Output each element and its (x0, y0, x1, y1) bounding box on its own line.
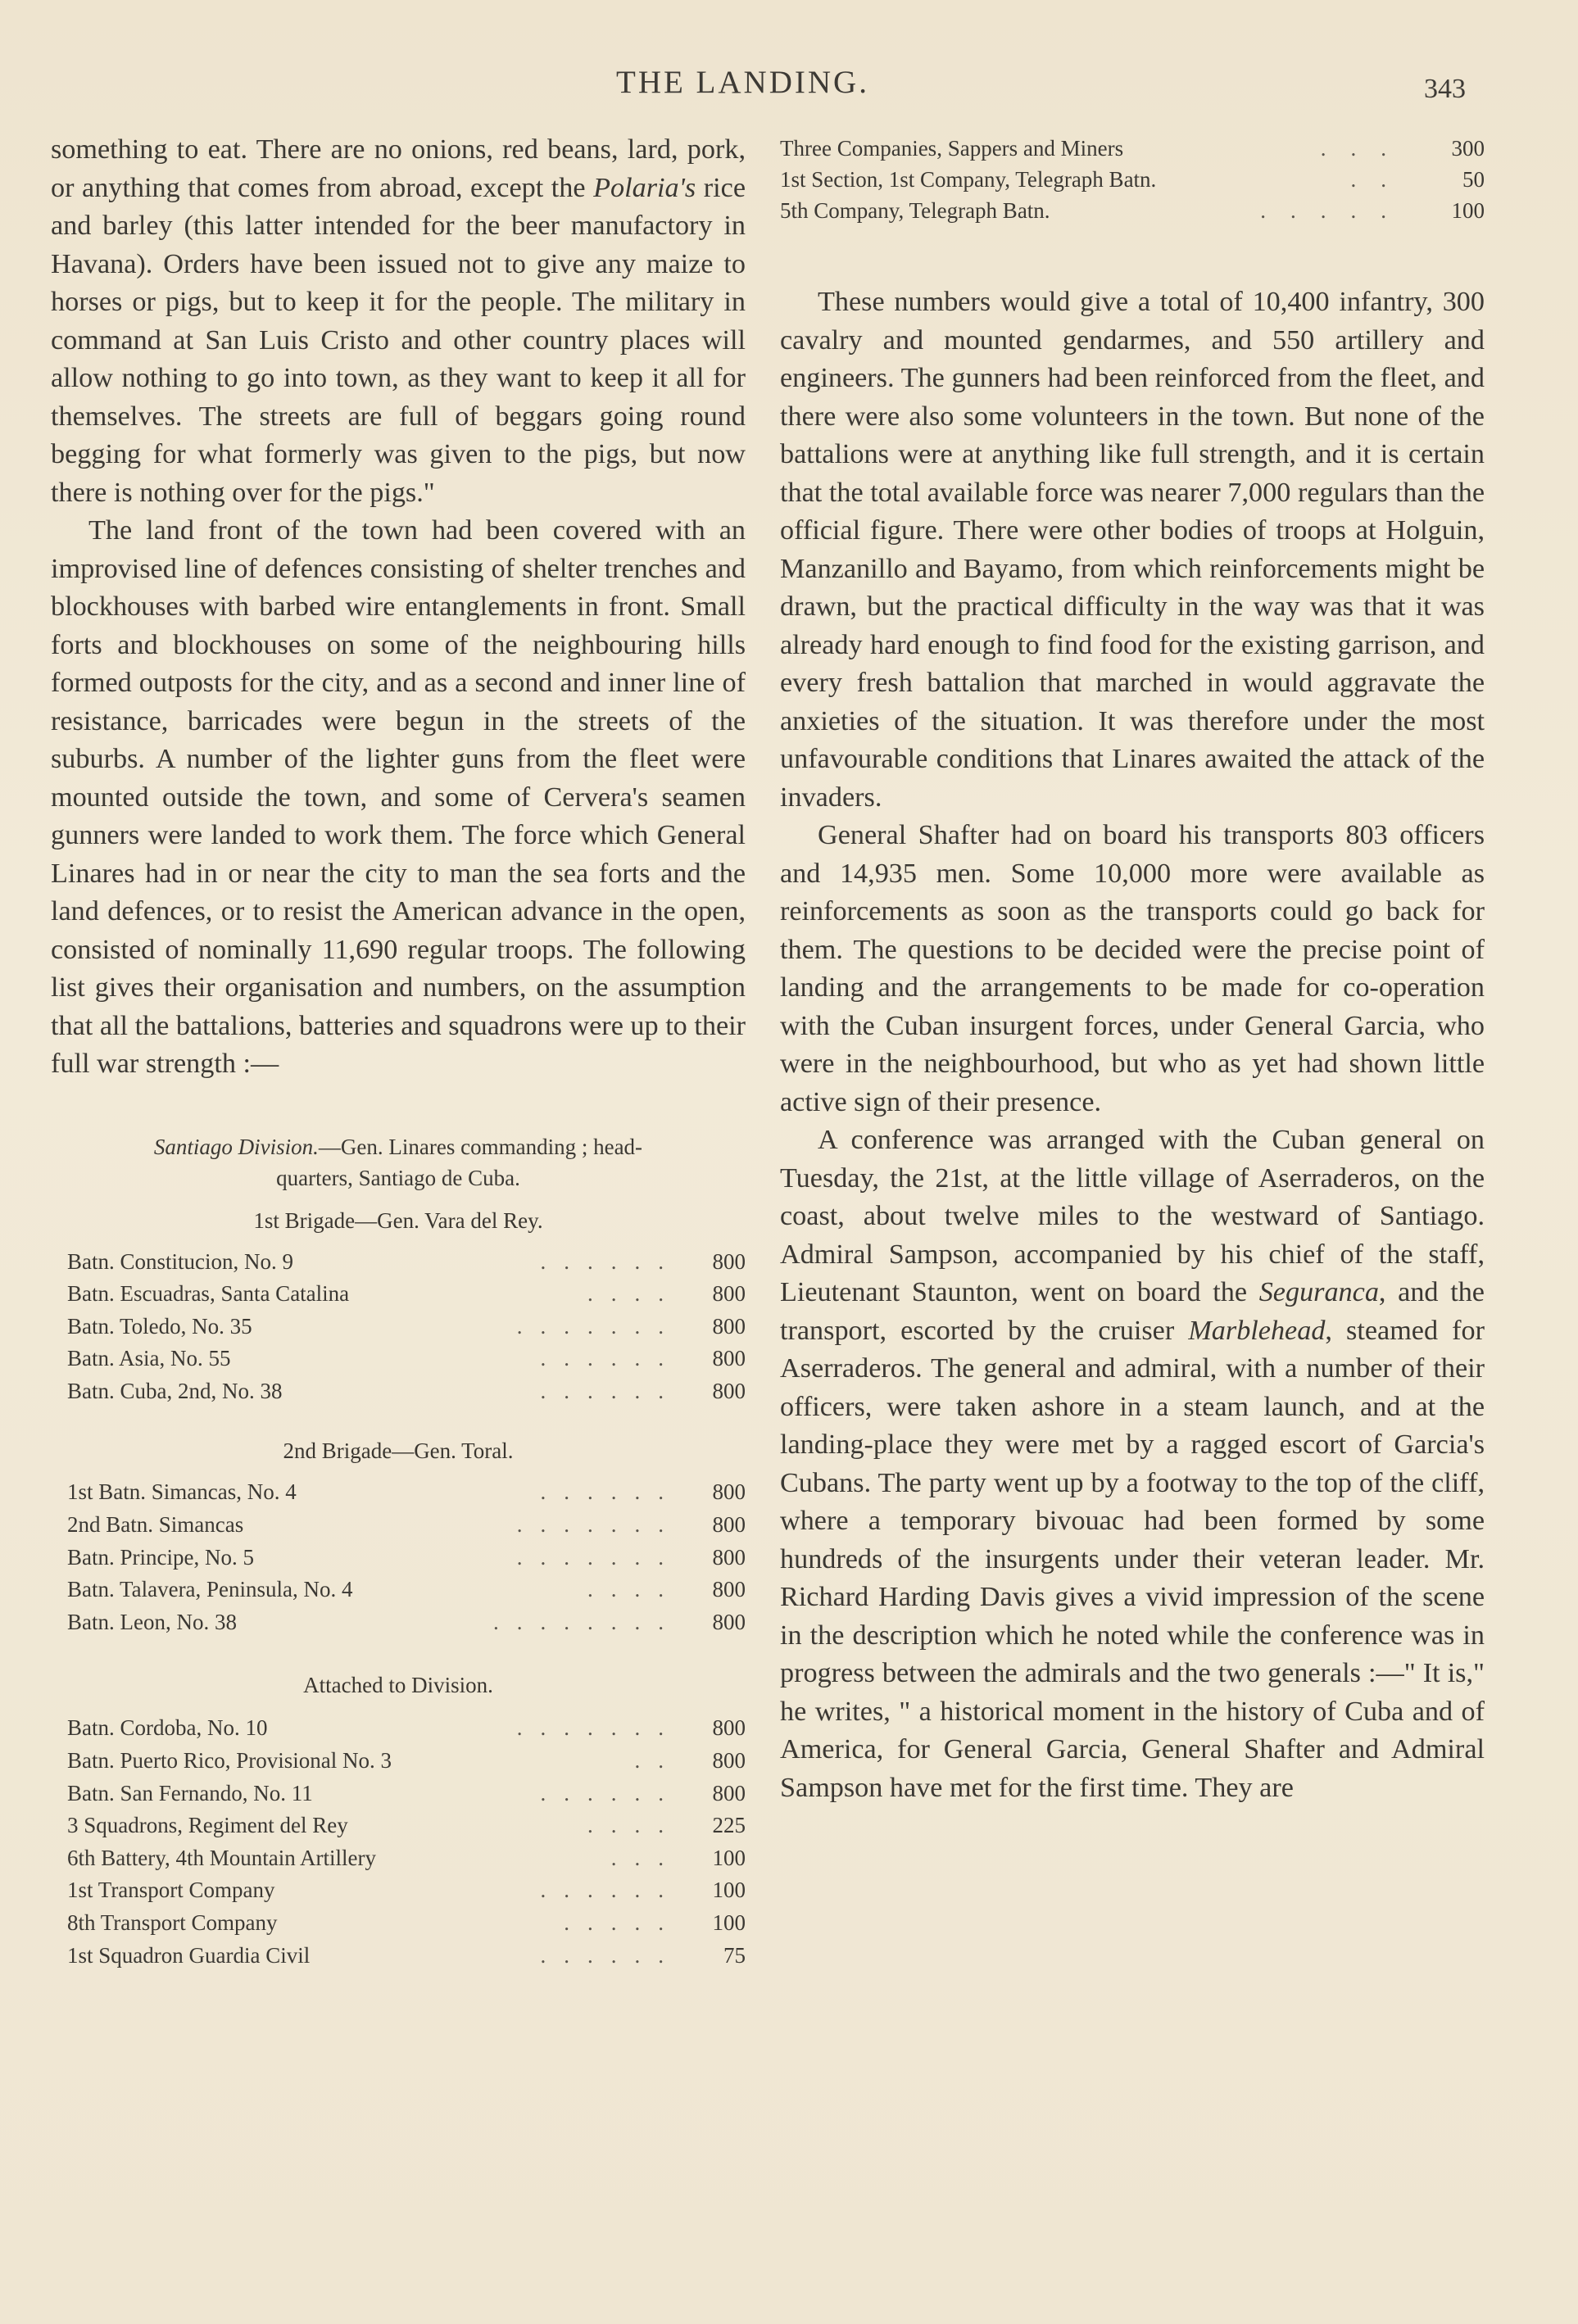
brigade1-list (51, 1246, 746, 1408)
paragraph-totals: These numbers would give a total of 10,400 infantry, 300 cavalry and mounted gendarmes, and 550 artillery and engineers. The gunners had been reinforced from the fleet, and there were also some volunteers in the town. But none of the battalions were at anything like full strength, and it is certain that the total available force was nearer 7,000 regulars than the official figure. There were other bodies of troops at Holguin, Manzanillo and Bayamo, from which reinforcements might be drawn, but the practical difficulty in the way was that it was already hard enough to find food for the existing garrison, and every fresh battalion that marched in would aggravate the anxieties of the situation. It was therefore under the most unfavourable conditions that Linares awaited the attack of the invaders. (780, 287, 1485, 813)
list-item: ... 6th Battery, 4th Mountain Artillery 100 (67, 1845, 746, 1870)
paragraph-conference: A conference was arranged with the Cuban general on Tuesday, the 21st, at the little village of Aserraderos, on the coast, about twelve miles to the westward of Santiago. Admiral Sampson, accompanied by his chief of the staff, Lieutenant Staunton, went on board the Seguranca, and the transport, escorted by the cruiser Marblehead, steamed for Aserraderos. The general and admiral, with a number of their officers, were taken ashore in a steam launch, and at the landing-place they were met by a ragged escort of Garcia's Cubans. The party went up by a footway to the top of the cliff, where a temporary bivouac had been formed by some hundreds of the insurgents under their veteran leader. Mr. Richard Harding Davis gives a vivid impression of the scene in the description which he noted while the conference was in progress between the admirals and the two generals :—" It is," he writes, " a historical moment in the history of Cuba and of America, for General Garcia, General Shafter and Admiral Sampson have met for the first time. They are (780, 1125, 1485, 1803)
list-item: ...... Batn. Asia, No. 55 800 (67, 1346, 746, 1371)
list-item: ...... Batn. Constitucion, No. 9 800 (67, 1248, 746, 1274)
division-caption: Santiago Division.—Gen. Linares commanding ; head- (153, 1134, 643, 1159)
brigade2-heading: 2nd Brigade—Gen. Toral. (283, 1438, 514, 1464)
list-item: ...... 1st Transport Company 100 (67, 1878, 746, 1903)
attached-heading: Attached to Division. (303, 1673, 493, 1698)
list-item: ...... Batn. San Fernando, No. 11 800 (67, 1780, 746, 1805)
division-caption-line2: quarters, Santiago de Cuba. (276, 1165, 520, 1190)
paragraph-shafter: General Shafter had on board his transports 803 officers and 14,935 men. Some 10,000 more were available as reinforcements as soon as the transports could go back for them. The questions to be decided were the precise point of landing and the arrangements to be made for co-operation with the Cuban insurgent forces, under General Garcia, who were in the neighbourhood, but who as yet had shown little active sign of their presence. (780, 820, 1485, 1117)
list-item: ..... 8th Transport Company 100 (67, 1910, 746, 1935)
right-column (780, 133, 1485, 1807)
running-head (0, 64, 1578, 113)
list-item: ..... 5th Company, Telegraph Batn. 100 (780, 198, 1485, 223)
list-item: ...... 1st Batn. Simancas, No. 4 800 (67, 1479, 746, 1505)
list-item: ........ Batn. Leon, No. 38 800 (67, 1609, 746, 1634)
list-item: ....... Batn. Toledo, No. 35 800 (67, 1313, 746, 1339)
list-item: .... Batn. Escuadras, Santa Catalina 800 (67, 1281, 746, 1307)
engineers-list (780, 133, 1485, 226)
list-item: ...... 1st Squadron Guardia Civil 75 (67, 1942, 746, 1968)
page-title: THE LANDING. (616, 65, 869, 100)
ship-name-seguranca: Seguranca (1258, 1277, 1379, 1307)
ship-name-polaria: Polaria's (593, 172, 696, 203)
list-item: ....... Batn. Cordoba, No. 10 800 (67, 1715, 746, 1741)
paragraph-food-shortage: something to eat. There are no onions, red beans, lard, pork, or anything that comes from abroad, except the Polaria's rice and barley (this latter intended for the beer manufactory in Havana). Orders have been issued not to give any maize to horses or pigs, but to keep it for the people. The military in command at San Luis Cristo and other country places will allow nothing to go into town, as they want to keep it all for themselves. The streets are full of beggars going round begging for what formerly was given to the pigs, but now there is nothing over for the pigs." (51, 134, 746, 508)
left-column (51, 131, 746, 1972)
list-item: .... 3 Squadrons, Regiment del Rey 225 (67, 1813, 746, 1838)
paragraph-defences: The land front of the town had been covered with an improvised line of defences consisting of shelter trenches and blockhouses with barbed wire entanglements in front. Small forts and blockhouses on some of the neighbouring hills formed outposts for the city, and as a second and inner line of resistance, barricades were begun in the streets of the suburbs. A number of the lighter guns from the fleet were mounted outside the town, and some of Cervera's seamen gunners were landed to work them. The force which General Linares had in or near the city to man the sea forts and the land defences, or to resist the American advance in the open, consisted of nominally 11,690 regular troops. The following list gives their organisation and numbers, on the assumption that all the battalions, batteries and squadrons were up to their full war strength :— (51, 515, 746, 1079)
list-item: .. Batn. Puerto Rico, Provisional No. 3 800 (67, 1748, 746, 1774)
list-item: ...... Batn. Cuba, 2nd, No. 38 800 (67, 1378, 746, 1403)
list-item: .. 1st Section, 1st Company, Telegraph Batn. 50 (780, 167, 1485, 192)
ship-name-marblehead: Marblehead (1188, 1315, 1326, 1346)
brigade1-heading: 1st Brigade—Gen. Vara del Rey. (253, 1207, 543, 1233)
page-number: 343 (1424, 74, 1466, 104)
list-item: ... Three Companies, Sappers and Miners 300 (780, 136, 1485, 161)
list-item: .... Batn. Talavera, Peninsula, No. 4 800 (67, 1577, 746, 1602)
brigade2-list (51, 1476, 746, 1638)
attached-list (51, 1712, 746, 1972)
list-item: ....... Batn. Principe, No. 5 800 (67, 1544, 746, 1570)
list-item: ....... 2nd Batn. Simancas 800 (67, 1512, 746, 1538)
